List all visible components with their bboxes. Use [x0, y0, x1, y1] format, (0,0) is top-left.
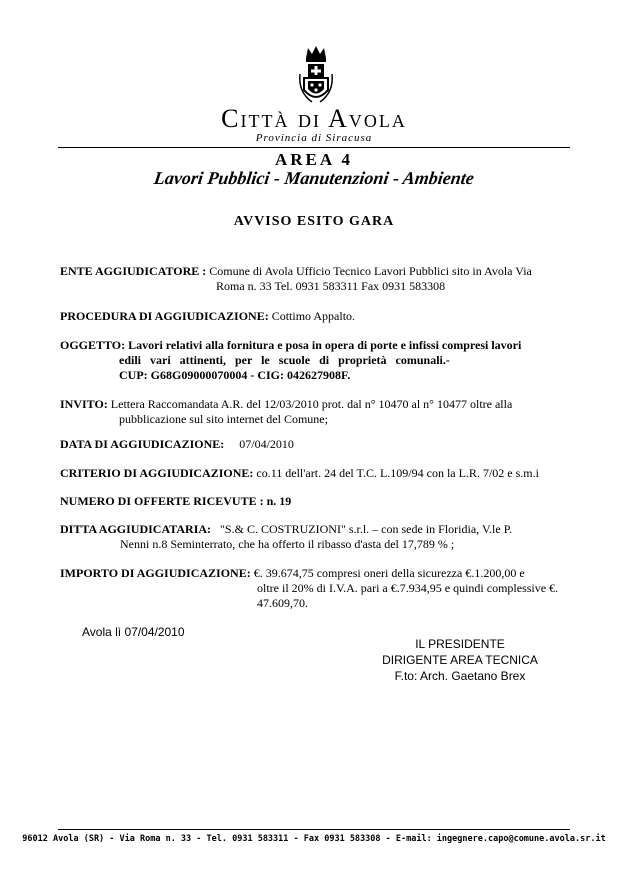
- footer-divider: [58, 829, 570, 830]
- procedura-label: PROCEDURA DI AGGIUDICAZIONE:: [60, 309, 269, 323]
- oggetto-line1: Lavori relativi alla fornitura e posa in opera di porte e infissi compresi lavori: [128, 338, 522, 352]
- procedura-value: Cottimo Appalto.: [271, 309, 356, 323]
- document-title: AVVISO ESITO GARA: [233, 214, 395, 229]
- section-data: [60, 437, 575, 452]
- data-label: DATA DI AGGIUDICAZIONE:: [60, 437, 225, 451]
- oggetto-label: OGGETTO:: [60, 338, 126, 352]
- ente-line2: Roma n. 33 Tel. 0931 583311 Fax 0931 583308: [216, 279, 446, 293]
- section-invito: [60, 397, 575, 427]
- criterio-label: CRITERIO DI AGGIUDICAZIONE:: [60, 466, 254, 480]
- province-name: Provincia di Siracusa: [255, 132, 373, 144]
- ditta-label: DITTA AGGIUDICATARIA:: [60, 522, 212, 536]
- oggetto-line2: edili vari attinenti, per le scuole di proprietà comunali.-: [119, 353, 450, 367]
- footer-contacts: 96012 Avola (SR) - Via Roma n. 33 - Tel. 0931 583311 - Fax 0931 583308 - E-mail: ingegnere.capo@comune.avola.sr.it: [22, 834, 606, 844]
- area-title: AREA 4: [275, 150, 353, 169]
- section-ente: [60, 264, 575, 294]
- invito-line2: pubblicazione sul sito internet del Comune;: [119, 412, 328, 426]
- signature-block: [360, 636, 560, 684]
- city-crest-icon: [294, 44, 338, 110]
- signature-name: F.to: Arch. Gaetano Brex: [394, 669, 526, 683]
- numero-label: NUMERO DI OFFERTE RICEVUTE :: [60, 494, 264, 508]
- oggetto-line3: CUP: G68G09000070004 - CIG: 042627908F.: [119, 368, 351, 382]
- section-numero: [60, 494, 575, 509]
- numero-value: n. 19: [266, 494, 292, 508]
- data-value: 07/04/2010: [239, 437, 294, 451]
- section-importo: [60, 566, 575, 611]
- invito-line1: Lettera Raccomandata A.R. del 12/03/2010 prot. dal n° 10470 al n° 10477 oltre alla: [110, 397, 513, 411]
- invito-label: INVITO:: [60, 397, 108, 411]
- section-oggetto: [60, 338, 575, 383]
- importo-label: IMPORTO DI AGGIUDICAZIONE:: [60, 566, 251, 580]
- section-ditta: [60, 522, 575, 552]
- section-criterio: [60, 466, 575, 481]
- ditta-line1: "S.& C. COSTRUZIONI" s.r.l. – con sede in Floridia, V.le P.: [220, 522, 513, 536]
- ente-line1: Comune di Avola Ufficio Tecnico Lavori Pubblici sito in Avola Via: [209, 264, 532, 278]
- importo-line1: €. 39.674,75 compresi oneri della sicurezza €.1.200,00 e: [253, 566, 525, 580]
- ente-label: ENTE AGGIUDICATORE :: [60, 264, 207, 278]
- section-procedura: [60, 309, 575, 324]
- header-divider: [58, 147, 570, 148]
- criterio-value: co.11 dell'art. 24 del T.C. L.109/94 con la L.R. 7/02 e s.m.i: [256, 466, 539, 480]
- department-name: Lavori Pubblici - Manutenzioni - Ambiente: [152, 168, 476, 188]
- place-date: Avola lì 07/04/2010: [82, 625, 185, 639]
- city-name: Città di Avola: [221, 104, 407, 133]
- signature-title: IL PRESIDENTE: [415, 637, 505, 651]
- importo-line2: oltre il 20% di I.V.A. pari a €.7.934,95 e quindi complessive €. 47.609,70.: [257, 581, 559, 610]
- ditta-line2: Nenni n.8 Seminterrato, che ha offerto il ribasso d'asta del 17,789 % ;: [120, 537, 455, 551]
- signature-role: DIRIGENTE AREA TECNICA: [382, 653, 538, 667]
